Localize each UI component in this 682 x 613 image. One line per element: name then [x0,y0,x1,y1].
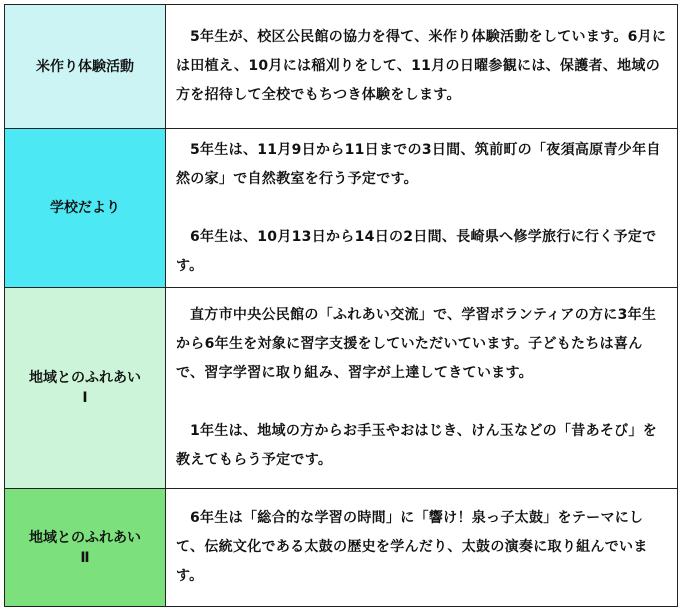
paragraph: 1年生は、地域の方からお手玉やおはじき、けん玉などの「昔あそび」を教えてもらう予定です。 [176,423,658,468]
row-content-cell [166,489,678,607]
row-content-cell [166,129,678,288]
row-label-sub: Ⅱ [80,549,90,566]
paragraph-gap [176,388,669,417]
row-label-cell [5,129,166,288]
row-label: 地域とのふれあい [29,370,141,386]
row-content-cell [166,5,678,129]
paragraph: 5年生は、11月9日から11日までの3日間、筑前町の「夜須高原青少年自然の家」で自然教室を行う予定です。 [176,141,661,187]
paragraph: 直方市中央公民館の「ふれあい交流」で、学習ボランティアの方に3年生から6年生を対象に習字支援をしていただいています。子どもたちは喜んで、習字学習に取り組み、習字が上達してきています。 [176,307,657,381]
row-label: 米作り体験活動 [36,58,134,75]
table-row [5,129,678,288]
paragraph: 5年生が、校区公民館の協力を得て、米作り体験活動をしています。6月には田植え、10月には稲刈りをして、11月の日曜参観には、保護者、地域の方を招待して全校でもちつき体験をします。 [176,29,667,103]
paragraph-gap [176,194,669,223]
row-label: 地域とのふれあい [29,529,141,546]
activities-table [4,4,678,607]
table-row [5,288,678,489]
paragraph: 6年生は「総合的な学習の時間」に「響け！泉っ子太鼓」をテーマにして、伝統文化である太鼓の歴史を学んだり、太鼓の演奏に取り組んでいます。 [176,510,648,584]
row-label-cell [5,288,166,489]
row-label-sub: Ⅰ [82,390,88,406]
table-row [5,5,678,129]
row-content-cell [166,288,678,489]
paragraph: 6年生は、10月13日から14日の2日間、長崎県へ修学旅行に行く予定です。 [176,228,657,274]
row-label-cell [5,489,166,607]
row-label: 学校だより [50,200,120,216]
row-label-cell [5,5,166,129]
table-row [5,489,678,607]
